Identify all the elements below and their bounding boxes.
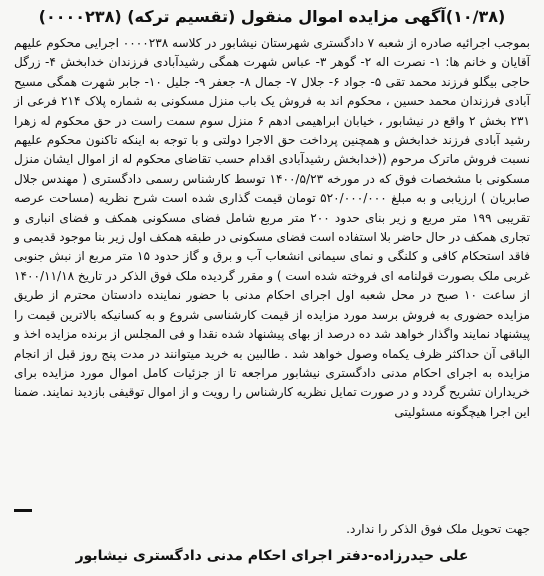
notice-signature: علی حیدرزاده-دفتر اجرای احکام مدنی دادگستری نیشابور: [75, 548, 469, 564]
notice-footer: جهت تحویل ملک فوق الذکر را ندارد.: [346, 522, 530, 536]
notice-title: (۱۰/۳۸)آگهی مزایده اموال منقول (تقسیم ترکه) (۰۰۰۰۲۳۸): [38, 7, 506, 26]
closing-rule-bar: [14, 509, 32, 512]
notice-body: بموجب اجرائیه صادره از شعبه ۷ دادگستری شهرستان نیشابور در کلاسه ۰۰۰۰۲۳۸ اجرایی محکوم علیهم آقایان و خانم ها: ۱- نصرت اله ۲- گوهر ۳- عباس شهرت همگی رشیدآبادی فرزندان خدابخش ۴- زرگل حاجی بیگلو فرزند محمد تقی ۵- جواد ۶- جلال ۷- جمال ۸- جعفر ۹- جلیل ۱۰- جابر شهرت همگی مسیح آبادی فرزندان محمد حسین ، محکوم اند به فروش یک باب منزل مسکونی به شماره پلاک ۲۱۴ فرعی از ۲۳۱ بخش ۲ واقع در نیشابور ، خیابان ابراهیمی ادهم ۶ منزل سوم سمت راست در حق محکوم له زهرا رشید آبادی فرزند خدابخش و همچنین پرداخت حق الاجرا دولتی و با توجه به اینکه تاکنون محکوم علیهم نسبت فروش ماترک مرحوم ((خدابخش رشیدآبادی اقدام حسب تقاضای محکوم له از اموال ایشان منزل مسکونی با مشخصات فوق که در مورخه ۱۴۰۰/۵/۲۳ توسط کارشناس رسمی دادگستری ( مهندس جلال صابریان ) ارزیابی و به مبلغ ۵۲۰/۰۰۰/۰۰۰ تومان قیمت گذاری شده است شرح نظریه (مساحت عرصه تقریبی ۱۹۹ متر مربع و زیر بنای حدود ۲۰۰ متر مربع شامل فضای مسکونی همکف و فضای انباری و تجاری همکف در حال حاضر بلا استفاده است فضای مسکونی در طبقه همکف اول زیر بنا موجود قدیمی و فاقد استحکام کافی و کلنگی و نمای سیمانی انشعاب آب و برق و گاز حدود ۱۵ متر مربع از نبش جنوبی غربی ملک بصورت قولنامه ای فروخته شده است ) و مقرر گردیده ملک فوق الذکر در تاریخ ۱۴۰۰/۱۱/۱۸ از ساعت ۱۰ صبح در محل شعبه اول اجرای احکام مدنی با حضور نماینده دادستان محترم از طریق مزایده حضوری به فروش برسد مورد مزایده از قیمت کارشناسی شروع و به کسانیکه بالاترین قیمت را پیشنهاد نمایند واگذار خواهد شد ده درصد از بهای پیشنهاد شده نقدا و فی المجلس از برنده مزایده اخذ و الباقی آن حداکثر ظرف یکماه وصول خواهد شد . طالبین به خرید میتوانند در مدت پنج روز قبل از انجام مزایده به اجرای احکام مدنی دادگستری نیشابور مراجعه تا از جزئیات کامل اموال مورد مزایده برای خریداران تشریح گردد و در صورت تمایل نظریه کارشناس را رویت و از اموال توقیفی بازدید نمایند. ضمنا این اجرا هیچگونه مسئولیتی: [14, 36, 531, 419]
closing-rule: [14, 500, 530, 520]
